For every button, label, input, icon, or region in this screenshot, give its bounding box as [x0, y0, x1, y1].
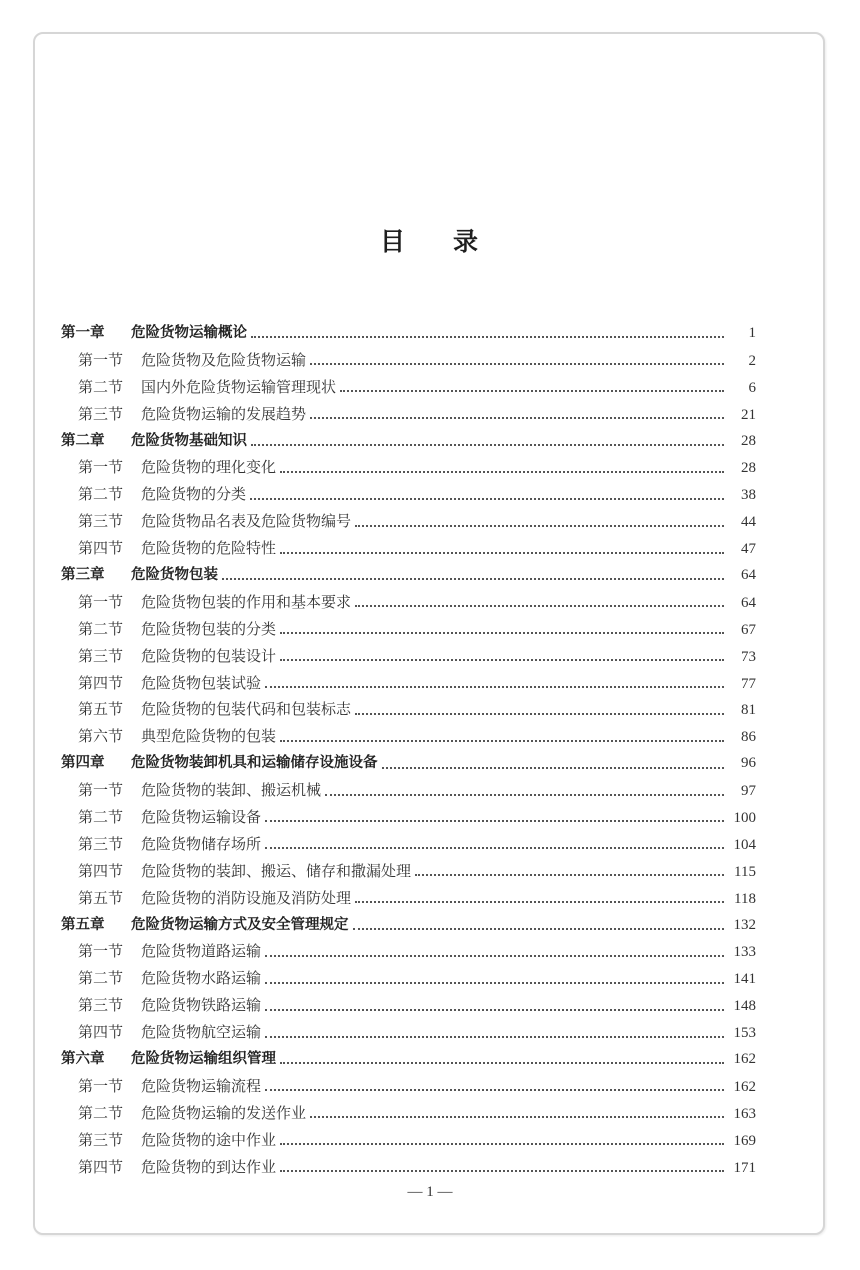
table-of-contents [61, 320, 756, 1181]
toc-entry-page: 2 [748, 352, 756, 369]
toc-entry-page: 104 [733, 836, 756, 853]
toc-entry-number: 第四节 [78, 673, 124, 692]
toc-section-entry[interactable] [61, 374, 756, 401]
toc-section-entry[interactable] [61, 804, 756, 831]
toc-entry-label: 危险货物运输组织管理 [131, 1051, 276, 1068]
toc-entry-page: 162 [733, 1078, 756, 1095]
dot-leader [251, 444, 724, 446]
toc-entry-number: 第六节 [78, 727, 124, 746]
toc-entry-page: 38 [741, 487, 756, 504]
dot-leader [415, 874, 724, 876]
toc-entry-page: 148 [733, 998, 756, 1015]
dot-leader [280, 659, 724, 661]
toc-entry-number: 第四章 [61, 755, 105, 772]
toc-entry-number: 第二节 [78, 485, 124, 504]
dot-leader [265, 982, 724, 984]
dot-leader [280, 471, 724, 473]
dot-leader [310, 363, 724, 365]
toc-section-entry[interactable] [61, 885, 756, 912]
toc-entry-number: 第三节 [78, 404, 124, 423]
toc-section-entry[interactable] [61, 938, 756, 965]
toc-section-entry[interactable] [61, 589, 756, 616]
toc-entry-page: 6 [748, 379, 756, 396]
dot-leader [280, 1062, 724, 1064]
toc-chapter-entry[interactable] [61, 912, 756, 939]
dot-leader [280, 740, 724, 742]
toc-entry-page: 28 [741, 460, 756, 477]
dot-leader [250, 498, 724, 500]
toc-entry-number: 第三节 [78, 1130, 124, 1149]
toc-entry-label: 危险货物的理化变化 [141, 458, 277, 477]
toc-entry-label: 危险货物运输的发送作业 [141, 1103, 307, 1122]
dot-leader [265, 955, 724, 957]
toc-entry-number: 第一节 [78, 942, 124, 961]
toc-entry-label: 危险货物品名表及危险货物编号 [141, 512, 352, 531]
toc-section-entry[interactable] [61, 535, 756, 562]
dot-leader [325, 794, 724, 796]
title-char-1: 目 [379, 227, 407, 256]
dot-leader [353, 928, 725, 930]
toc-entry-number: 第五节 [78, 700, 124, 719]
toc-entry-number: 第三节 [78, 834, 124, 853]
dot-leader [355, 901, 724, 903]
toc-section-entry[interactable] [61, 965, 756, 992]
toc-section-entry[interactable] [61, 858, 756, 885]
toc-section-entry[interactable] [61, 454, 756, 481]
toc-section-entry[interactable] [61, 831, 756, 858]
toc-entry-label: 国内外危险货物运输管理现状 [141, 377, 337, 396]
toc-entry-number: 第二节 [78, 808, 124, 827]
toc-entry-label: 危险货物的危险特性 [141, 539, 277, 558]
toc-entry-label: 危险货物及危险货物运输 [141, 350, 307, 369]
dot-leader [310, 417, 724, 419]
page-title [0, 222, 860, 258]
dot-leader [265, 686, 724, 688]
toc-chapter-entry[interactable] [61, 562, 756, 589]
toc-entry-label: 危险货物的装卸、搬运机械 [141, 781, 322, 800]
toc-entry-label: 危险货物装卸机具和运输储存设施设备 [131, 755, 378, 772]
toc-entry-page: 81 [741, 702, 756, 719]
toc-entry-page: 163 [733, 1105, 756, 1122]
dot-leader [265, 820, 724, 822]
toc-entry-number: 第三节 [78, 646, 124, 665]
toc-entry-label: 危险货物航空运输 [141, 1023, 262, 1042]
toc-entry-page: 64 [741, 567, 756, 584]
toc-entry-number: 第二章 [61, 432, 105, 449]
toc-entry-number: 第一章 [61, 325, 105, 341]
toc-entry-label: 典型危险货物的包装 [141, 727, 277, 746]
dot-leader [355, 713, 724, 715]
toc-section-entry[interactable] [61, 1100, 756, 1127]
dot-leader [355, 525, 724, 527]
dot-leader [280, 552, 724, 554]
dot-leader [265, 1036, 724, 1038]
dot-leader [280, 632, 724, 634]
toc-chapter-entry[interactable] [61, 320, 756, 347]
toc-entry-label: 危险货物水路运输 [141, 969, 262, 988]
toc-entry-number: 第一节 [78, 350, 124, 369]
toc-section-entry[interactable] [61, 670, 756, 697]
toc-entry-page: 77 [741, 675, 756, 692]
toc-entry-label: 危险货物包装的作用和基本要求 [141, 592, 352, 611]
toc-entry-number: 第四节 [78, 1157, 124, 1176]
dot-leader [265, 1009, 724, 1011]
toc-entry-label: 危险货物的包装设计 [141, 646, 277, 665]
dot-leader [355, 605, 724, 607]
toc-entry-page: 96 [741, 755, 756, 772]
toc-entry-number: 第一节 [78, 1076, 124, 1095]
toc-entry-page: 169 [733, 1132, 756, 1149]
toc-entry-page: 73 [741, 648, 756, 665]
toc-entry-page: 67 [741, 621, 756, 638]
toc-entry-label: 危险货物的消防设施及消防处理 [141, 888, 352, 907]
toc-entry-page: 47 [741, 541, 756, 558]
toc-entry-page: 28 [741, 432, 756, 449]
toc-section-entry[interactable] [61, 992, 756, 1019]
toc-entry-page: 132 [733, 916, 756, 933]
toc-entry-number: 第四节 [78, 1023, 124, 1042]
toc-entry-label: 危险货物的途中作业 [141, 1130, 277, 1149]
toc-entry-number: 第六章 [61, 1051, 105, 1068]
toc-entry-number: 第一节 [78, 781, 124, 800]
dot-leader [280, 1143, 724, 1145]
toc-entry-page: 162 [733, 1051, 756, 1068]
toc-entry-page: 64 [741, 594, 756, 611]
toc-entry-label: 危险货物包装试验 [141, 673, 262, 692]
toc-chapter-entry[interactable] [61, 428, 756, 455]
toc-entry-label: 危险货物铁路运输 [141, 996, 262, 1015]
toc-section-entry[interactable] [61, 508, 756, 535]
toc-entry-page: 100 [733, 810, 756, 827]
toc-entry-number: 第二节 [78, 619, 124, 638]
toc-entry-label: 危险货物运输设备 [141, 808, 262, 827]
toc-section-entry[interactable] [61, 1073, 756, 1100]
toc-entry-number: 第五节 [78, 888, 124, 907]
toc-section-entry[interactable] [61, 643, 756, 670]
toc-section-entry[interactable] [61, 401, 756, 428]
toc-entry-number: 第五章 [61, 916, 105, 933]
dot-leader [265, 1089, 724, 1091]
toc-entry-label: 危险货物的到达作业 [141, 1157, 277, 1176]
toc-section-entry[interactable] [61, 723, 756, 750]
dot-leader [265, 847, 724, 849]
toc-section-entry[interactable] [61, 696, 756, 723]
toc-entry-page: 115 [734, 863, 756, 880]
toc-entry-label: 危险货物的装卸、搬运、储存和撒漏处理 [141, 861, 412, 880]
toc-entry-label: 危险货物的分类 [141, 485, 247, 504]
toc-entry-number: 第三章 [61, 567, 105, 584]
toc-entry-page: 44 [741, 514, 756, 531]
toc-entry-label: 危险货物的包装代码和包装标志 [141, 700, 352, 719]
toc-entry-label: 危险货物运输流程 [141, 1076, 262, 1095]
toc-entry-label: 危险货物道路运输 [141, 942, 262, 961]
toc-section-entry[interactable] [61, 481, 756, 508]
toc-entry-label: 危险货物包装 [131, 567, 218, 584]
toc-entry-number: 第二节 [78, 969, 124, 988]
toc-section-entry[interactable] [61, 1127, 756, 1154]
dot-leader [280, 1170, 724, 1172]
toc-entry-page: 97 [741, 783, 756, 800]
toc-section-entry[interactable] [61, 777, 756, 804]
toc-section-entry[interactable] [61, 616, 756, 643]
toc-entry-page: 153 [733, 1025, 756, 1042]
toc-chapter-entry[interactable] [61, 1046, 756, 1073]
toc-entry-number: 第四节 [78, 539, 124, 558]
toc-entry-page: 171 [733, 1159, 756, 1176]
toc-entry-label: 危险货物运输方式及安全管理规定 [131, 916, 349, 933]
toc-entry-label: 危险货物储存场所 [141, 834, 262, 853]
title-char-2: 录 [453, 227, 481, 256]
dot-leader [382, 767, 725, 769]
toc-entry-page: 86 [741, 729, 756, 746]
toc-entry-label: 危险货物包装的分类 [141, 619, 277, 638]
dot-leader [310, 1116, 724, 1118]
toc-entry-number: 第一节 [78, 592, 124, 611]
dot-leader [251, 336, 724, 338]
toc-entry-number: 第三节 [78, 512, 124, 531]
toc-entry-label: 危险货物运输的发展趋势 [141, 404, 307, 423]
toc-section-entry[interactable] [61, 1019, 756, 1046]
toc-entry-number: 第二节 [78, 377, 124, 396]
toc-entry-page: 141 [733, 971, 756, 988]
toc-entry-page: 133 [733, 944, 756, 961]
toc-entry-label: 危险货物基础知识 [131, 432, 247, 449]
toc-entry-number: 第三节 [78, 996, 124, 1015]
dot-leader [222, 578, 724, 580]
toc-section-entry[interactable] [61, 347, 756, 374]
toc-entry-page: 1 [748, 325, 756, 341]
toc-entry-number: 第二节 [78, 1103, 124, 1122]
toc-chapter-entry[interactable] [61, 750, 756, 777]
toc-entry-number: 第四节 [78, 861, 124, 880]
dot-leader [340, 390, 724, 392]
page-number: — 1 — [407, 1184, 453, 1200]
toc-entry-label: 危险货物运输概论 [131, 325, 247, 341]
toc-entry-number: 第一节 [78, 458, 124, 477]
toc-section-entry[interactable] [61, 1154, 756, 1181]
toc-entry-page: 21 [741, 406, 756, 423]
toc-entry-page: 118 [734, 890, 756, 907]
